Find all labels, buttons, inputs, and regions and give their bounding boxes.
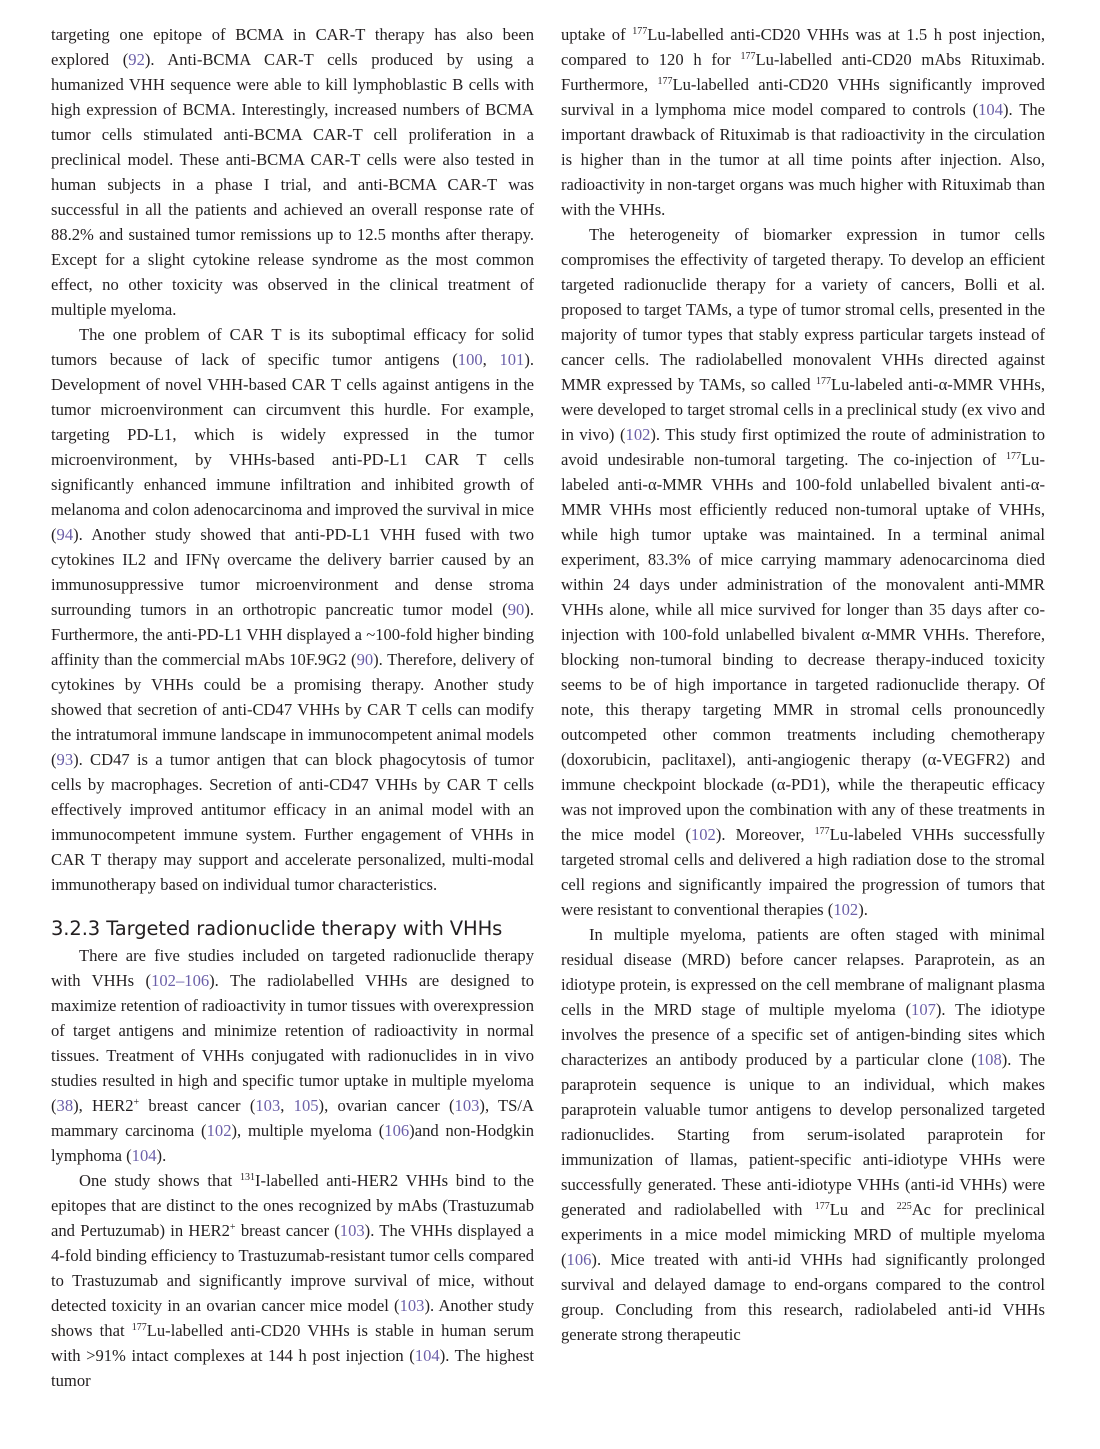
- superscript: +: [229, 1222, 236, 1233]
- citation-link[interactable]: 103: [399, 1296, 425, 1315]
- paragraph-bcma-car-t: targeting one epitope of BCMA in CAR-T therapy has also been explored (92). Anti-BCMA CAR-T cells produced by using a humanized VHH sequence were able to kill lymphoblastic B cells with high expression of BCMA. Interestingly, increased numbers of BCMA tumor cells stimulated anti-BCMA CAR-T cell proliferation in a preclinical model. These anti-BCMA CAR-T cells were also tested in human subjects in a phase I trial, and anti-BCMA CAR-T was successful in all the patients and achieved an overall response rate of 88.2% and sustained tumor remissions up to 12.5 months after therapy. Except for a slight cytokine release syndrome as the most common effect, no other toxicity was observed in the clinical treatment of multiple myeloma.: [51, 25, 534, 319]
- paragraph-her2-cd20: One study shows that $^{131}$I-labelled anti-HER2 VHHs bind to the epitopes that are distinct to the ones recognized by mAbs (Trastuzumab and Pertuzumab) in HER2+ breast cancer (103). The VHHs displayed a 4-fold binding efficiency to Trastuzumab-resistant tumor cells compared to Trastuzumab and significantly improve survival of mice, without detected toxicity in an ovarian cancer mice model (103). Another study shows that $^{177}$Lu-labelled anti-CD20 VHHs is stable in human serum with >91% intact complexes at 144 h post injection (104). The highest tumor: [51, 1171, 535, 1390]
- citation-link[interactable]: 38: [56, 1096, 74, 1115]
- section-heading: 3.2.3 Targeted radionuclide therapy with VHHs: [51, 917, 503, 940]
- superscript: 225: [896, 1201, 912, 1212]
- citation-link[interactable]: 102: [625, 425, 651, 444]
- paragraph-car-t-solid-tumors: The one problem of CAR T is its suboptimal efficacy for solid tumors because of lack of specific tumor antigens (100, 101). Development of novel VHH-based CAR T cells against antigens in the tumor microenvironment can circumvent this hurdle. For example, targeting PD-L1, which is widely expressed in the tumor microenvironment, by VHHs-based anti-PD-L1 CAR T cells significantly enhanced immune infiltration and inhibited growth of melanoma and colon adenocarcinoma and improved the survival in mice (94). Another study showed that anti-PD-L1 VHH fused with two cytokines IL2 and IFNγ overcame the delivery barrier caused by an immunosuppressive tumor microenvironment and dense stroma surrounding tumors in an orthotropic pancreatic tumor model (90). Furthermore, the anti-PD-L1 VHH displayed a ~100-fold higher binding affinity than the commercial mAbs 10F.9G2 (90). Therefore, delivery of cytokines by VHHs could be a promising therapy. Another study showed that secretion of anti-CD47 VHHs by CAR T cells can modify the intratumoral immune landscape in immunocompetent animal models (93). CD47 is a tumor antigen that can block phagocytosis of tumor cells by macrophages. Secretion of anti-CD47 VHHs by CAR T cells effectively improved antitumor efficacy in an animal model with an immunocompetent immune system. Further engagement of VHHs in CAR T therapy may support and accelerate personalized, multi-modal immunotherapy based on individual tumor characteristics.: [51, 325, 535, 894]
- paragraph-cd20-uptake: uptake of $^{177}$Lu-labelled anti-CD20 VHHs was at 1.5 h post injection, compared to 120 h for $^{177}$Lu-labelled anti-CD20 mAbs Rituximab. Furthermore, $^{177}$Lu-labelled anti-CD20 VHHs significantly improved survival in a lymphoma mice model compared to controls (104). The important drawback of Rituximab is that radioactivity in the circulation is higher than in the tumor at all time points after injection. Also, radioactivity in non-target organs was much higher with Rituximab than with the VHHs.: [561, 25, 1045, 219]
- right-column: [561, 22, 1045, 1347]
- citation-link[interactable]: 108: [976, 1050, 1002, 1069]
- citation-link[interactable]: 106: [384, 1121, 410, 1140]
- citation-link[interactable]: 93: [56, 750, 74, 769]
- superscript: 177: [815, 376, 831, 387]
- citation-link[interactable]: 103: [339, 1221, 365, 1240]
- citation-link[interactable]: 102: [206, 1121, 232, 1140]
- paragraph-multiple-myeloma-mrd: In multiple myeloma, patients are often staged with minimal residual disease (MRD) before cancer relapses. Paraprotein, as an idiotype protein, is expressed on the cell membrane of malignant plasma cells in the MRD stage of multiple myeloma (107). The idiotype involves the presence of a specific set of antigen-binding sites which characterizes an antibody produced by a particular clone (108). The paraprotein sequence is unique to an individual, which makes paraprotein valuable tumor antigens to develop personalized targeted radionuclides. Starting from serum-isolated paraprotein for immunization of llamas, patient-specific anti-idiotype VHHs were successfully generated. These anti-idiotype VHHs (anti-id VHHs) were generated and radiolabelled with $^{177}$Lu and $^{225}$Ac for preclinical experiments in a mice model mimicking MRD of multiple myeloma (106). Mice treated with anti-id VHHs had significantly prolonged survival and delayed damage to end-organs compared to the control group. Concluding from this research, radiolabeled anti-id VHHs generate strong therapeutic: [561, 925, 1046, 1344]
- superscript: 177: [657, 76, 673, 87]
- citation-link[interactable]: 106: [566, 1250, 592, 1269]
- superscript: 177: [1006, 451, 1022, 462]
- citation-link[interactable]: 107: [911, 1000, 936, 1019]
- citation-link[interactable]: 103: [255, 1096, 281, 1115]
- citation-link[interactable]: 102: [690, 825, 716, 844]
- paragraph-tam-targeting: The heterogeneity of biomarker expression in tumor cells compromises the effectivity of targeted therapy. To develop an efficient targeted radionuclide therapy for a variety of cancers, Bolli et al. proposed to target TAMs, a type of tumor stromal cells, presented in the majority of tumor types that stably express particular targets instead of cancer cells. The radiolabelled monovalent VHHs directed against MMR expressed by TAMs, so called $^{177}$Lu-labeled anti-α-MMR VHHs, were developed to target stromal cells in a preclinical study (ex vivo and in vivo) (102). This study first optimized the route of administration to avoid undesirable non-tumoral targeting. The co-injection of $^{177}$Lu-labeled anti-α-MMR VHHs and 100-fold unlabelled bivalent anti-α-MMR VHHs most efficiently reduced non-tumoral uptake of VHHs, while high tumor uptake was maintained. In a terminal animal experiment, 83.3% of mice carrying mammary adenocarcinoma died within 24 days under administration of the monovalent anti-MMR VHHs alone, while all mice survived for longer than 35 days after co-injection with 100-fold unlabelled bivalent α-MMR VHHs. Therefore, blocking non-tumoral binding to decrease therapy-induced toxicity seems to be of high importance in targeted radionuclide therapy. Of note, this therapy targeting MMR in stromal cells pronouncedly outcompeted other common treatments including chemotherapy (doxorubicin, paclitaxel), anti-angiogenic therapy (α-VEGFR2) and immune checkpoint blockade (α-PD1), while the therapeutic efficacy was not improved upon the combination with any of these treatments in the mice model (102). Moreover, $^{177}$Lu-labeled VHHs successfully targeted stromal cells and delivered a high radiation dose to the stromal cell regions and significantly impaired the progression of tumors that were resistant to conventional therapies (102).: [561, 225, 1045, 919]
- superscript: 131: [239, 1172, 255, 1183]
- citation-link[interactable]: 104: [978, 100, 1003, 119]
- citation-link[interactable]: 102: [833, 900, 859, 919]
- left-column: [51, 22, 534, 1393]
- citation-link[interactable]: 103: [454, 1096, 480, 1115]
- citation-link[interactable]: 105: [293, 1096, 319, 1115]
- superscript: 177: [740, 51, 756, 62]
- superscript: 177: [632, 26, 648, 37]
- superscript: 177: [814, 826, 830, 837]
- citation-link[interactable]: 101: [499, 350, 525, 369]
- citation-link[interactable]: 104: [414, 1346, 440, 1365]
- paragraph-radionuclide-intro: There are five studies included on targeted radionuclide therapy with VHHs (102–106). The radiolabelled VHHs are designed to maximize retention of radioactivity in tumor tissues with overexpression of target antigens and minimize retention of radioactivity in normal tissues. Treatment of VHHs conjugated with radionuclides in in vivo studies resulted in high and specific tumor uptake in multiple myeloma (38), HER2+ breast cancer (103, 105), ovarian cancer (103), TS/A mammary carcinoma (102), multiple myeloma (106)and non-Hodgkin lymphoma (104).: [51, 946, 535, 1165]
- citation-link[interactable]: 92: [128, 50, 145, 69]
- citation-link[interactable]: 90: [356, 650, 374, 669]
- superscript: +: [133, 1097, 140, 1108]
- citation-link[interactable]: 90: [507, 600, 525, 619]
- citation-link[interactable]: 102–106: [151, 971, 210, 990]
- citation-link[interactable]: 104: [131, 1146, 157, 1165]
- superscript: 177: [814, 1201, 830, 1212]
- citation-link[interactable]: 94: [56, 525, 74, 544]
- superscript: 177: [131, 1322, 147, 1333]
- citation-link[interactable]: 100: [457, 350, 483, 369]
